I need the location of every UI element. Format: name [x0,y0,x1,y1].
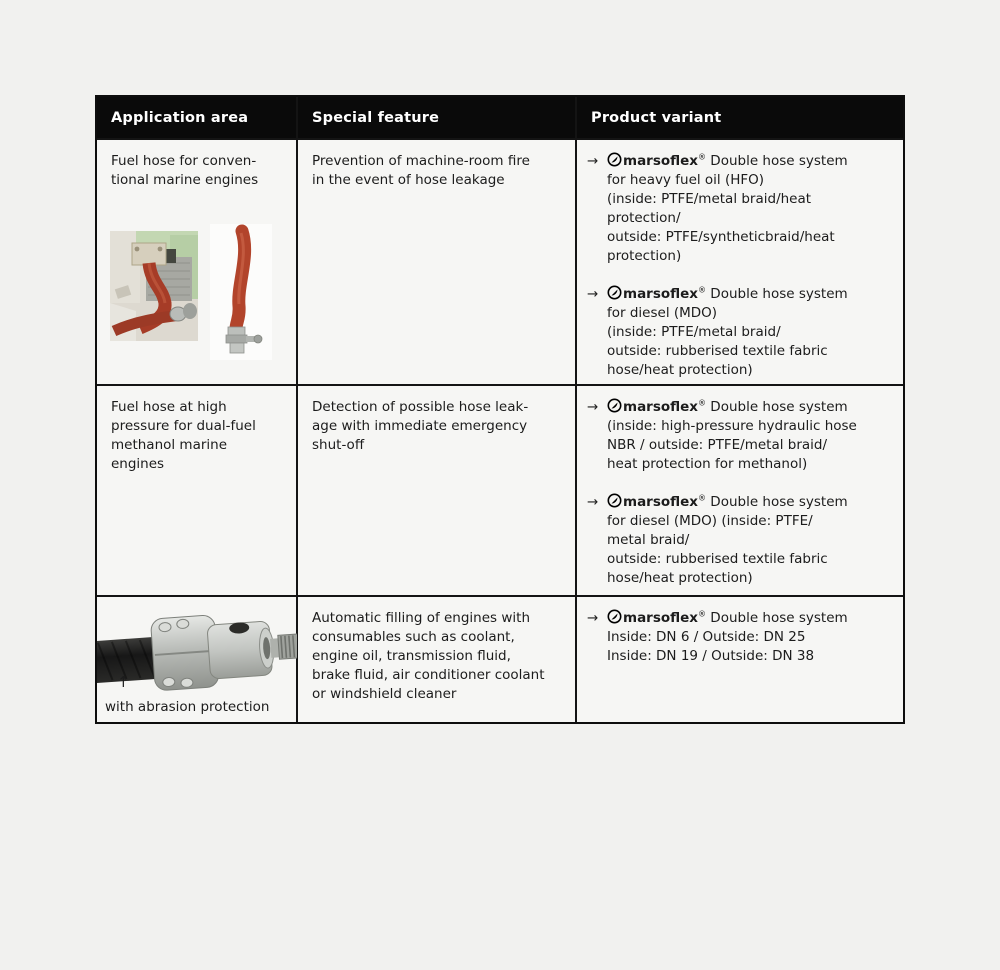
text-line: brake fluid, air conditioner coolant [312,667,545,683]
arrow-right-icon: → [587,286,599,302]
text-line: Fuel hose for conven- [111,153,257,169]
marsoflex-logo-icon [607,285,622,300]
registered-mark: ® [698,285,707,295]
text-line: for diesel (MDO) (inside: PTFE/ [607,513,813,529]
row3-feature-cell [298,597,577,722]
text-line: engines [111,456,165,472]
header-label: Special feature [312,109,440,126]
text-line: for heavy fuel oil (HFO) [607,172,765,188]
brand-name: marsoflex [623,610,699,626]
variant-lines [607,417,857,474]
variant-lines [607,628,848,666]
text-line: (inside: PTFE/metal braid/heat [607,191,812,207]
text-line: consumables such as coolant, [312,629,515,645]
text-line: outside: rubberised textile fabric [607,343,828,359]
arrow-right-icon: → [587,153,599,169]
text-line: heat protection for methanol) [607,456,808,472]
variant-title-rest: Double hose system [706,153,848,169]
text-line: outside: rubberised textile fabric [607,551,828,567]
text-line: for diesel (MDO) [607,305,718,321]
engine-room-photo [110,231,198,341]
application-text [111,152,288,190]
text-line: Automatic filling of engines with [312,610,531,626]
marsoflex-logo-icon [607,493,622,508]
header-product-variant [577,97,903,140]
feature-text [312,152,567,190]
text-line: Fuel hose at high [111,399,227,415]
product-variant-item [587,285,897,380]
row2-application-cell [97,386,298,597]
variant-title [607,398,857,417]
registered-mark: ® [698,493,707,503]
feature-text [312,398,567,455]
variant-lines [607,512,848,588]
text-line: protection) [607,248,682,264]
text-line: or windshield cleaner [312,686,457,702]
variant-title-rest: Double hose system [706,286,848,302]
variant-lines [607,304,848,380]
application-text [111,398,288,474]
row2-variant-cell [577,386,903,597]
text-line: protection/ [607,210,681,226]
row1-application-cell [97,140,298,386]
text-line: Inside: DN 6 / Outside: DN 25 [607,629,806,645]
arrow-right-icon: → [587,399,599,415]
text-line: methanol marine [111,437,228,453]
text-line: outside: PTFE/syntheticbraid/heat [607,229,835,245]
row1-feature-cell [298,140,577,386]
arrow-up-icon: ↑ [117,673,130,691]
text-line: tional marine engines [111,172,259,188]
product-table [95,95,905,724]
variant-title-rest: Double hose system [706,399,848,415]
header-label: Product variant [591,109,722,126]
variant-title [607,493,848,512]
text-line: hose/heat protection) [607,570,753,586]
brand-name: marsoflex [623,399,699,415]
brand-name: marsoflex [623,494,699,510]
variant-title [607,609,848,628]
registered-mark: ® [698,398,707,408]
feature-text [312,609,567,704]
row3-variant-cell [577,597,903,722]
brand-name: marsoflex [623,286,699,302]
text-line: metal braid/ [607,532,690,548]
text-line: Prevention of machine-room fire [312,153,530,169]
product-variant-item [587,152,897,266]
arrow-right-icon: → [587,494,599,510]
header-label: Application area [111,109,249,126]
variant-title [607,152,848,171]
text-line: NBR / outside: PTFE/metal braid/ [607,437,828,453]
row3-application-cell [97,597,298,722]
text-line: (inside: PTFE/metal braid/ [607,324,781,340]
variant-title [607,285,848,304]
abrasion-caption: with abrasion protection [105,699,270,715]
text-line: hose/heat protection) [607,362,753,378]
product-variant-item [587,609,897,666]
text-line: in the event of hose leakage [312,172,505,188]
arrow-right-icon: → [587,610,599,626]
text-line: Inside: DN 19 / Outside: DN 38 [607,648,815,664]
product-variant-item [587,493,897,588]
text-line: pressure for dual-fuel [111,418,256,434]
marsoflex-logo-icon [607,609,622,624]
header-application-area [97,97,298,140]
text-line: age with immediate emergency [312,418,528,434]
text-line: (inside: high-pressure hydraulic hose [607,418,857,434]
registered-mark: ® [698,152,707,162]
row1-variant-cell [577,140,903,386]
text-line: engine oil, transmission fluid, [312,648,511,664]
registered-mark: ® [698,609,707,619]
product-variant-item [587,398,897,474]
variant-lines [607,171,848,266]
header-special-feature [298,97,577,140]
text-line: Detection of possible hose leak- [312,399,529,415]
marsoflex-logo-icon [607,152,622,167]
brand-name: marsoflex [623,153,699,169]
text-line: shut-off [312,437,365,453]
variant-title-rest: Double hose system [706,610,848,626]
marsoflex-logo-icon [607,398,622,413]
red-hose-photo [210,224,272,360]
row2-feature-cell [298,386,577,597]
variant-title-rest: Double hose system [706,494,848,510]
